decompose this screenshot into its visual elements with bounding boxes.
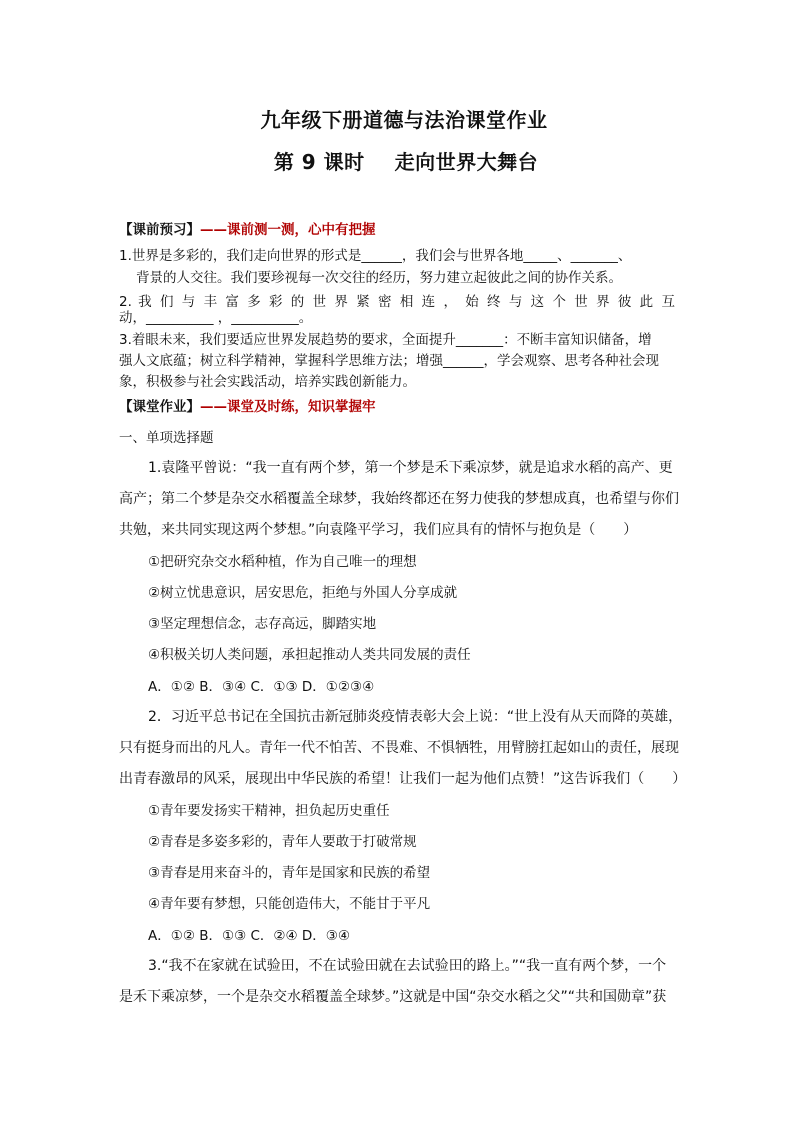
preview-line-4: 动，__________ ，__________。 <box>119 310 313 326</box>
q2-option-2: ②青春是多姿多彩的，青年人要敢于打破常规 <box>148 834 417 850</box>
q3-line-1: 3.“我不在家就在试验田，不在试验田就在去试验田的路上。”“我一直有两个梦，一个 <box>148 958 667 974</box>
preview-line-3-text: 2. 我 们 与 丰 富 多 彩 的 世 界 紧 密 相 连 ， 始 终 与 这 个 世 界 彼 此 互 <box>119 294 675 310</box>
class-section-heading <box>119 395 376 415</box>
lesson-title <box>0 146 794 175</box>
preview-section-subtitle: ——课前测一测，心中有把握 <box>200 222 376 238</box>
q1-option-4: ④积极关切人类问题，承担起推动人类共同发展的责任 <box>148 647 471 663</box>
preview-section-bracket: 【课前预习】 <box>119 222 200 238</box>
part-one-heading: 一、单项选择题 <box>119 430 214 446</box>
q2-option-3: ③青春是用来奋斗的，青年是国家和民族的希望 <box>148 865 431 881</box>
lesson-number: 第 9 课时 <box>273 150 365 174</box>
q1-line-2: 高产；第二个梦是杂交水稻覆盖全球梦，我始终都还在努力使我的梦想成真，也希望与你们 <box>119 491 679 507</box>
q2-option-1: ①青年要发扬实干精神，担负起历史重任 <box>148 803 390 819</box>
q1-option-1: ①把研究杂交水稻种植，作为自己唯一的理想 <box>148 554 417 570</box>
q2-line-3: 出青春激昂的风采，展现出中华民族的希望！让我们一起为他们点赞！”这告诉我们（ ） <box>119 771 687 787</box>
preview-line-5: 3.着眼未来，我们要适应世界发展趋势的要求，全面提升_______：不断丰富知识储备，增 <box>119 332 652 348</box>
preview-section-heading <box>119 218 376 238</box>
preview-line-7: 象，积极参与社会实践活动，培养实践创新能力。 <box>119 374 416 390</box>
q2-option-4: ④青年要有梦想，只能创造伟大，不能甘于平凡 <box>148 896 431 912</box>
class-section-bracket: 【课堂作业】 <box>119 399 200 415</box>
q2-line-1: 2．习近平总书记在全国抗击新冠肺炎疫情表彰大会上说：“世上没有从天而降的英雄， <box>148 709 683 725</box>
q1-line-1: 1.袁隆平曾说：“我一直有两个梦，第一个梦是禾下乘凉梦，就是追求水稻的高产、更 <box>148 460 673 476</box>
q1-option-3: ③坚定理想信念，志存高远，脚踏实地 <box>148 616 377 632</box>
class-section-subtitle: ——课堂及时练，知识掌握牢 <box>200 399 376 415</box>
preview-line-6: 强人文底蕴；树立科学精神，掌握科学思维方法；增强______，学会观察、思考各种社会现 <box>119 353 659 369</box>
document-title: 九年级下册道德与法治课堂作业 <box>260 108 548 132</box>
q1-option-2: ②树立忧患意识，居安思危，拒绝与外国人分享成就 <box>148 585 458 601</box>
q2-choices: A．①② B．①③ C．②④ D．③④ <box>148 928 351 944</box>
q3-line-2: 是禾下乘凉梦，一个是杂交水稻覆盖全球梦。”这就是中国“杂交水稻之父”“共和国勋章”获 <box>119 989 667 1005</box>
q1-choices: A．①② B．③④ C．①③ D．①②③④ <box>148 679 375 695</box>
q1-line-3: 共勉，来共同实现这两个梦想。”向袁隆平学习，我们应具有的情怀与抱负是（ ） <box>119 522 638 538</box>
q2-line-2: 只有挺身而出的凡人。青年一代不怕苦、不畏难、不惧牺牲，用臂膀扛起如山的责任，展现 <box>119 740 679 756</box>
preview-line-2: 背景的人交往。我们要珍视每一次交往的经历，努力建立起彼此之间的协作关系。 <box>136 270 622 286</box>
preview-line-1: 1.世界是多彩的，我们走向世界的形式是______，我们会与世界各地_____、_______、 <box>119 248 632 264</box>
lesson-topic: 走向世界大舞台 <box>394 150 539 174</box>
